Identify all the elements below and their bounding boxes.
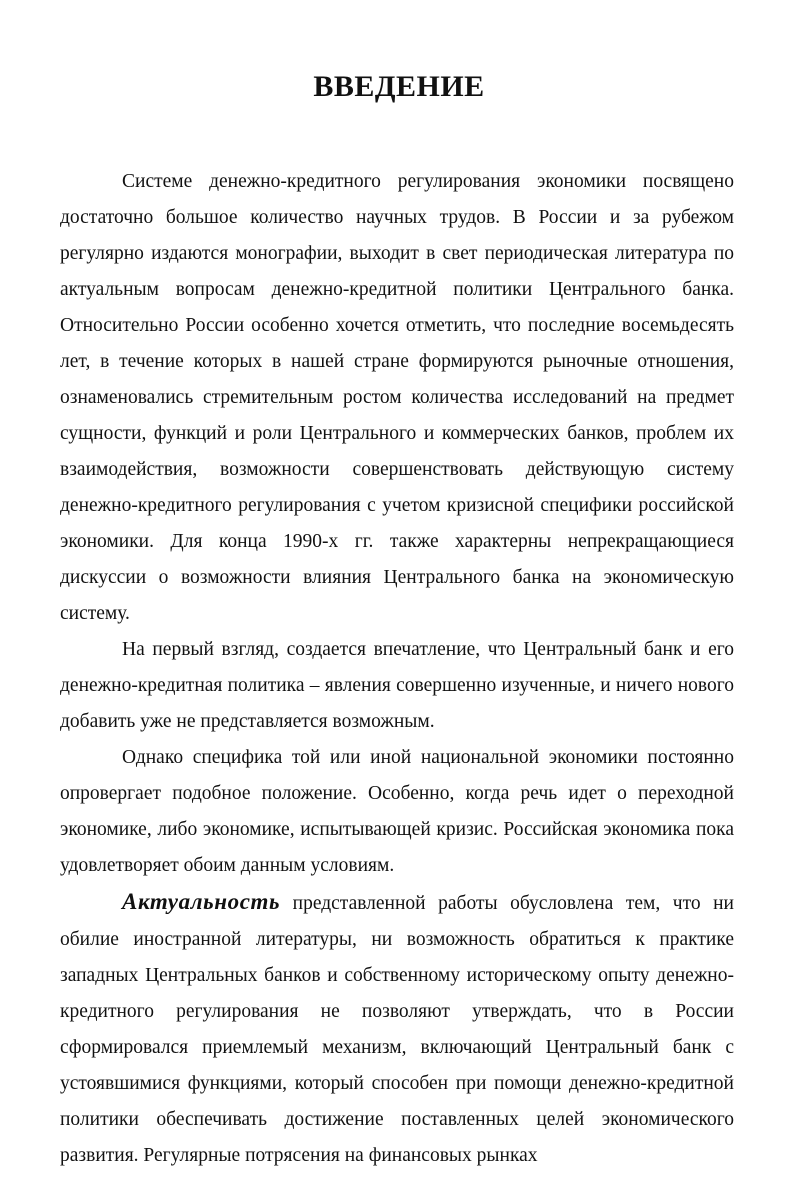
- paragraph-1: [60, 164, 734, 632]
- page-title: ВВЕДЕНИЕ: [313, 70, 485, 103]
- emphasized-term: Актуальность: [122, 889, 281, 914]
- paragraph-3: [60, 740, 734, 884]
- body-text: [60, 164, 734, 1174]
- paragraph-4-text: представленной работы обусловлена тем, что ни обилие иностранной литературы, ни возможность обратиться к практике западных Центральных банков и собственному историческому опыту денежно-кредитного регулирования не позволяют утверждать, что в России сформировался приемлемый механизм, включающий Центральный банк с устоявшимися функциями, который способен при помощи денежно-кредитной политики обеспечивать достижение поставленных целей экономического развития. Регулярные потрясения на финансовых рынках: [60, 893, 734, 1166]
- paragraph-3-text: Однако специфика той или иной национальной экономики постоянно опровергает подобное положение. Особенно, когда речь идет о переходной экономике, либо экономике, испытывающей кризис. Российская экономика пока удовлетворяет обоим данным условиям.: [60, 747, 734, 876]
- paragraph-1-text: Системе денежно-кредитного регулирования экономики посвящено достаточно большое количество научных трудов. В России и за рубежом регулярно издаются монографии, выходит в свет периодическая литература по актуальным вопросам денежно-кредитной политики Центрального банка. Относительно России особенно хочется отметить, что последние восемьдесять лет, в течение которых в нашей стране формируются рыночные отношения, ознаменовались стремительным ростом количества исследований на предмет сущности, функций и роли Центрального и коммерческих банков, проблем их взаимодействия, возможности совершенствовать действующую систему денежно-кредитного регулирования с учетом кризисной специфики российской экономики. Для конца 1990-х гг. также характерны непрекращающиеся дискуссии о возможности влияния Центрального банка на экономическую систему.: [60, 171, 734, 624]
- paragraph-2-text: На первый взгляд, создается впечатление, что Центральный банк и его денежно-кредитная политика – явления совершенно изученные, и ничего нового добавить уже не представляется возможным.: [60, 639, 734, 732]
- paragraph-4: [60, 884, 734, 1174]
- paragraph-2: [60, 632, 734, 740]
